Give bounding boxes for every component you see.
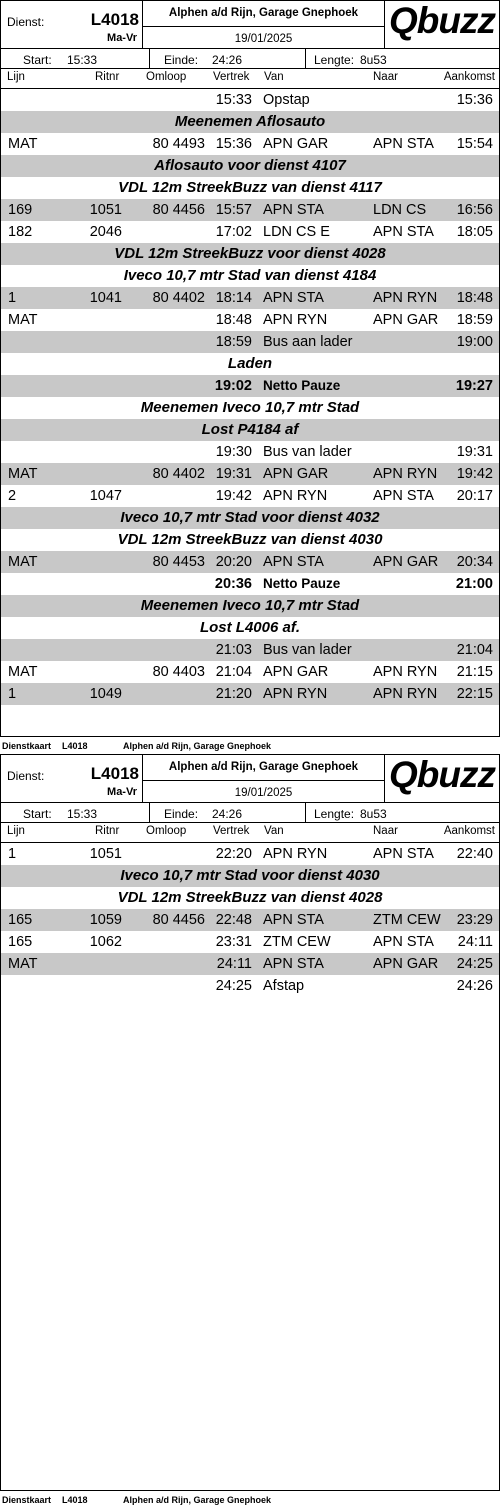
note-row: VDL 12m StreekBuzz van dienst 4028 bbox=[1, 887, 499, 909]
trip-row bbox=[1, 133, 499, 155]
cell-vertrek: 19:30 bbox=[215, 444, 252, 460]
trip-row bbox=[1, 551, 499, 573]
cell-vertrek: 21:20 bbox=[215, 686, 252, 702]
note-row: Meenemen Aflosauto bbox=[1, 111, 499, 133]
cell-aankomst: 21:15 bbox=[456, 664, 493, 680]
cell-naar: APN STA bbox=[373, 224, 434, 240]
col-vertrek: Vertrek bbox=[213, 71, 250, 83]
note-row: Meenemen Iveco 10,7 mtr Stad bbox=[1, 595, 499, 617]
cell-naar: APN STA bbox=[373, 846, 434, 862]
einde-label: Einde: bbox=[164, 53, 199, 67]
pause-label: Netto Pauze bbox=[263, 378, 341, 393]
col-ritnr: Ritnr bbox=[95, 825, 120, 837]
footer-label: Dienstkaart bbox=[2, 741, 52, 751]
cell-lijn: 169 bbox=[8, 202, 33, 218]
cell-lijn: 165 bbox=[8, 912, 33, 928]
page-header bbox=[1, 755, 499, 803]
page-footer bbox=[0, 1495, 500, 1507]
start-time: 15:33 bbox=[67, 53, 98, 67]
cell-aankomst: 24:25 bbox=[456, 956, 493, 972]
note-row: Meenemen Iveco 10,7 mtr Stad bbox=[1, 397, 499, 419]
cell-vertrek: 18:14 bbox=[215, 290, 252, 306]
qbuzz-logo: Qbuzz bbox=[389, 0, 495, 41]
cell-vertrek: 18:48 bbox=[215, 312, 252, 328]
col-aankomst: Aankomst bbox=[443, 825, 495, 837]
cell-van: ZTM CEW bbox=[263, 934, 331, 950]
cell-omloop: 80 4453 bbox=[152, 554, 205, 570]
cell-lijn: MAT bbox=[8, 956, 38, 972]
cell-vertrek: 18:59 bbox=[215, 334, 252, 350]
cell-aankomst: 19:42 bbox=[456, 466, 493, 482]
col-van: Van bbox=[264, 71, 284, 83]
trip-row bbox=[1, 683, 499, 705]
cell-aankomst: 23:29 bbox=[456, 912, 493, 928]
cell-aankomst: 18:59 bbox=[456, 312, 493, 328]
col-van: Van bbox=[264, 825, 284, 837]
cell-lijn: MAT bbox=[8, 312, 38, 328]
cell-lijn: 1 bbox=[8, 290, 17, 306]
dienst-label: Dienst: bbox=[7, 769, 45, 783]
lengte-label: Lengte: bbox=[314, 53, 355, 67]
cell-lijn: 1 bbox=[8, 846, 17, 862]
cell-vertrek: 17:02 bbox=[215, 224, 252, 240]
cell-aankomst: 18:48 bbox=[456, 290, 493, 306]
cell-vertrek: 20:20 bbox=[215, 554, 252, 570]
start-time: 15:33 bbox=[67, 807, 98, 821]
cell-van: APN STA bbox=[263, 290, 324, 306]
cell-lijn: MAT bbox=[8, 136, 38, 152]
cell-ritnr: 1051 bbox=[89, 202, 122, 218]
cell-aankomst: 15:54 bbox=[456, 136, 493, 152]
cell-lijn: MAT bbox=[8, 554, 38, 570]
lengte-label: Lengte: bbox=[314, 807, 355, 821]
column-headers bbox=[1, 823, 499, 843]
cell-naar: APN RYN bbox=[373, 664, 438, 680]
start-label: Start: bbox=[23, 53, 52, 67]
note-row: Lost P4184 af bbox=[1, 419, 499, 441]
trip-row bbox=[1, 931, 499, 953]
cell-omloop: 80 4456 bbox=[152, 912, 205, 928]
cell-aankomst: 19:31 bbox=[456, 444, 493, 460]
dienstkaart-page-2 bbox=[0, 754, 500, 1491]
cell-van: Bus aan lader bbox=[263, 334, 353, 350]
note-row: Iveco 10,7 mtr Stad voor dienst 4030 bbox=[1, 865, 499, 887]
col-naar: Naar bbox=[373, 825, 398, 837]
cell-ritnr: 1047 bbox=[89, 488, 122, 504]
cell-vertrek: 19:31 bbox=[215, 466, 252, 482]
col-omloop: Omloop bbox=[146, 71, 187, 83]
trip-row bbox=[1, 463, 499, 485]
cell-ritnr: 1041 bbox=[89, 290, 122, 306]
note-row: VDL 12m StreekBuzz voor dienst 4028 bbox=[1, 243, 499, 265]
trip-row bbox=[1, 485, 499, 507]
cell-lijn: 165 bbox=[8, 934, 33, 950]
cell-van: APN GAR bbox=[263, 136, 329, 152]
start-label: Start: bbox=[23, 807, 52, 821]
trip-row bbox=[1, 441, 499, 463]
cell-aankomst: 16:56 bbox=[456, 202, 493, 218]
col-naar: Naar bbox=[373, 71, 398, 83]
cell-van: APN STA bbox=[263, 912, 324, 928]
cell-omloop: 80 4456 bbox=[152, 202, 205, 218]
col-ritnr: Ritnr bbox=[95, 71, 120, 83]
footer-code: L4018 bbox=[62, 741, 88, 751]
page-footer bbox=[0, 741, 500, 753]
col-vertrek: Vertrek bbox=[213, 825, 250, 837]
cell-omloop: 80 4402 bbox=[152, 466, 205, 482]
garage-location: Alphen a/d Rijn, Garage Gnephoek bbox=[168, 7, 359, 19]
trip-row bbox=[1, 661, 499, 683]
cell-vertrek: 24:25 bbox=[215, 978, 252, 994]
cell-naar: APN GAR bbox=[373, 554, 439, 570]
cell-naar: ZTM CEW bbox=[373, 912, 441, 928]
trip-row bbox=[1, 909, 499, 931]
cell-van: APN RYN bbox=[263, 686, 328, 702]
service-days: Ma-Vr bbox=[107, 32, 137, 44]
cell-lijn: 2 bbox=[8, 488, 17, 504]
cell-naar: APN STA bbox=[373, 136, 434, 152]
cell-ritnr: 1059 bbox=[89, 912, 122, 928]
cell-omloop: 80 4403 bbox=[152, 664, 205, 680]
cell-aankomst: 20:34 bbox=[456, 554, 493, 570]
cell-aankomst: 15:36 bbox=[456, 92, 493, 108]
trip-row bbox=[1, 89, 499, 111]
cell-ritnr: 1049 bbox=[89, 686, 122, 702]
cell-lijn: 1 bbox=[8, 686, 17, 702]
dienst-label: Dienst: bbox=[7, 15, 45, 29]
cell-ritnr: 1051 bbox=[89, 846, 122, 862]
cell-aankomst: 24:11 bbox=[457, 934, 493, 950]
cell-vertrek: 21:04 bbox=[215, 664, 252, 680]
pause-end: 21:00 bbox=[455, 576, 493, 592]
footer-location: Alphen a/d Rijn, Garage Gnephoek bbox=[123, 1495, 272, 1505]
cell-aankomst: 18:05 bbox=[456, 224, 493, 240]
trip-row bbox=[1, 639, 499, 661]
cell-ritnr: 1062 bbox=[89, 934, 122, 950]
cell-van: Bus van lader bbox=[263, 642, 352, 658]
cell-naar: LDN CS bbox=[373, 202, 427, 218]
note-row: Aflosauto voor dienst 4107 bbox=[1, 155, 499, 177]
cell-vertrek: 23:31 bbox=[215, 934, 252, 950]
cell-van: APN STA bbox=[263, 554, 324, 570]
cell-vertrek: 15:57 bbox=[215, 202, 252, 218]
cell-van: APN RYN bbox=[263, 846, 328, 862]
cell-aankomst: 20:17 bbox=[456, 488, 493, 504]
garage-location: Alphen a/d Rijn, Garage Gnephoek bbox=[168, 761, 359, 773]
cell-van: LDN CS E bbox=[263, 224, 330, 240]
cell-naar: APN GAR bbox=[373, 956, 439, 972]
cell-aankomst: 19:00 bbox=[456, 334, 493, 350]
cell-naar: APN STA bbox=[373, 934, 434, 950]
trip-row bbox=[1, 953, 499, 975]
cell-naar: APN RYN bbox=[373, 466, 438, 482]
schedule-body bbox=[1, 89, 499, 705]
cell-naar: APN GAR bbox=[373, 312, 439, 328]
pause-start: 19:02 bbox=[214, 378, 252, 394]
cell-vertrek: 24:11 bbox=[216, 956, 252, 972]
col-lijn: Lijn bbox=[7, 71, 25, 83]
cell-vertrek: 21:03 bbox=[215, 642, 252, 658]
cell-aankomst: 21:04 bbox=[456, 642, 493, 658]
note-row: Iveco 10,7 mtr Stad voor dienst 4032 bbox=[1, 507, 499, 529]
trip-row bbox=[1, 975, 499, 997]
cell-naar: APN STA bbox=[373, 488, 434, 504]
note-row: VDL 12m StreekBuzz van dienst 4117 bbox=[1, 177, 499, 199]
schedule-body bbox=[1, 843, 499, 997]
cell-vertrek: 22:48 bbox=[215, 912, 252, 928]
page-header bbox=[1, 1, 499, 49]
dienst-code: L4018 bbox=[90, 764, 139, 783]
cell-lijn: 182 bbox=[8, 224, 33, 240]
service-date: 19/01/2025 bbox=[234, 787, 293, 799]
footer-label: Dienstkaart bbox=[2, 1495, 52, 1505]
note-row: Lost L4006 af. bbox=[1, 617, 499, 639]
cell-vertrek: 19:42 bbox=[215, 488, 252, 504]
note-row: VDL 12m StreekBuzz van dienst 4030 bbox=[1, 529, 499, 551]
note-row: Laden bbox=[1, 353, 499, 375]
cell-van: APN STA bbox=[263, 202, 324, 218]
cell-van: Bus van lader bbox=[263, 444, 352, 460]
pause-start: 20:36 bbox=[214, 576, 252, 592]
footer-code: L4018 bbox=[62, 1495, 88, 1505]
footer-location: Alphen a/d Rijn, Garage Gnephoek bbox=[123, 741, 272, 751]
pause-label: Netto Pauze bbox=[263, 576, 341, 591]
pause-row bbox=[1, 573, 499, 595]
cell-van: APN RYN bbox=[263, 488, 328, 504]
service-date: 19/01/2025 bbox=[234, 33, 293, 45]
note-row: Iveco 10,7 mtr Stad van dienst 4184 bbox=[1, 265, 499, 287]
cell-aankomst: 22:15 bbox=[456, 686, 493, 702]
lengte-value: 8u53 bbox=[360, 53, 387, 67]
cell-lijn: MAT bbox=[8, 664, 38, 680]
cell-lijn: MAT bbox=[8, 466, 38, 482]
cell-van: APN RYN bbox=[263, 312, 328, 328]
lengte-value: 8u53 bbox=[360, 807, 387, 821]
cell-omloop: 80 4402 bbox=[152, 290, 205, 306]
dienstkaart-page-1 bbox=[0, 0, 500, 737]
col-omloop: Omloop bbox=[146, 825, 187, 837]
cell-aankomst: 24:26 bbox=[456, 978, 493, 994]
einde-time: 24:26 bbox=[212, 53, 243, 67]
col-aankomst: Aankomst bbox=[443, 71, 495, 83]
einde-label: Einde: bbox=[164, 807, 199, 821]
einde-time: 24:26 bbox=[212, 807, 243, 821]
shift-info-bar bbox=[1, 803, 499, 823]
col-lijn: Lijn bbox=[7, 825, 25, 837]
trip-row bbox=[1, 843, 499, 865]
cell-van: APN GAR bbox=[263, 664, 329, 680]
pause-row bbox=[1, 375, 499, 397]
cell-naar: APN RYN bbox=[373, 290, 438, 306]
cell-van: Opstap bbox=[263, 92, 310, 108]
cell-van: APN STA bbox=[263, 956, 324, 972]
shift-info-bar bbox=[1, 49, 499, 69]
dienst-code: L4018 bbox=[90, 10, 139, 29]
trip-row bbox=[1, 331, 499, 353]
trip-row bbox=[1, 309, 499, 331]
trip-row bbox=[1, 221, 499, 243]
service-days: Ma-Vr bbox=[107, 786, 137, 798]
cell-vertrek: 22:20 bbox=[215, 846, 252, 862]
cell-naar: APN RYN bbox=[373, 686, 438, 702]
qbuzz-logo: Qbuzz bbox=[389, 754, 495, 795]
cell-aankomst: 22:40 bbox=[456, 846, 493, 862]
cell-van: Afstap bbox=[263, 978, 305, 994]
trip-row bbox=[1, 199, 499, 221]
cell-van: APN GAR bbox=[263, 466, 329, 482]
pause-end: 19:27 bbox=[455, 378, 493, 394]
trip-row bbox=[1, 287, 499, 309]
cell-vertrek: 15:33 bbox=[215, 92, 252, 108]
cell-vertrek: 15:36 bbox=[215, 136, 252, 152]
column-headers bbox=[1, 69, 499, 89]
cell-omloop: 80 4493 bbox=[152, 136, 205, 152]
cell-ritnr: 2046 bbox=[89, 224, 122, 240]
